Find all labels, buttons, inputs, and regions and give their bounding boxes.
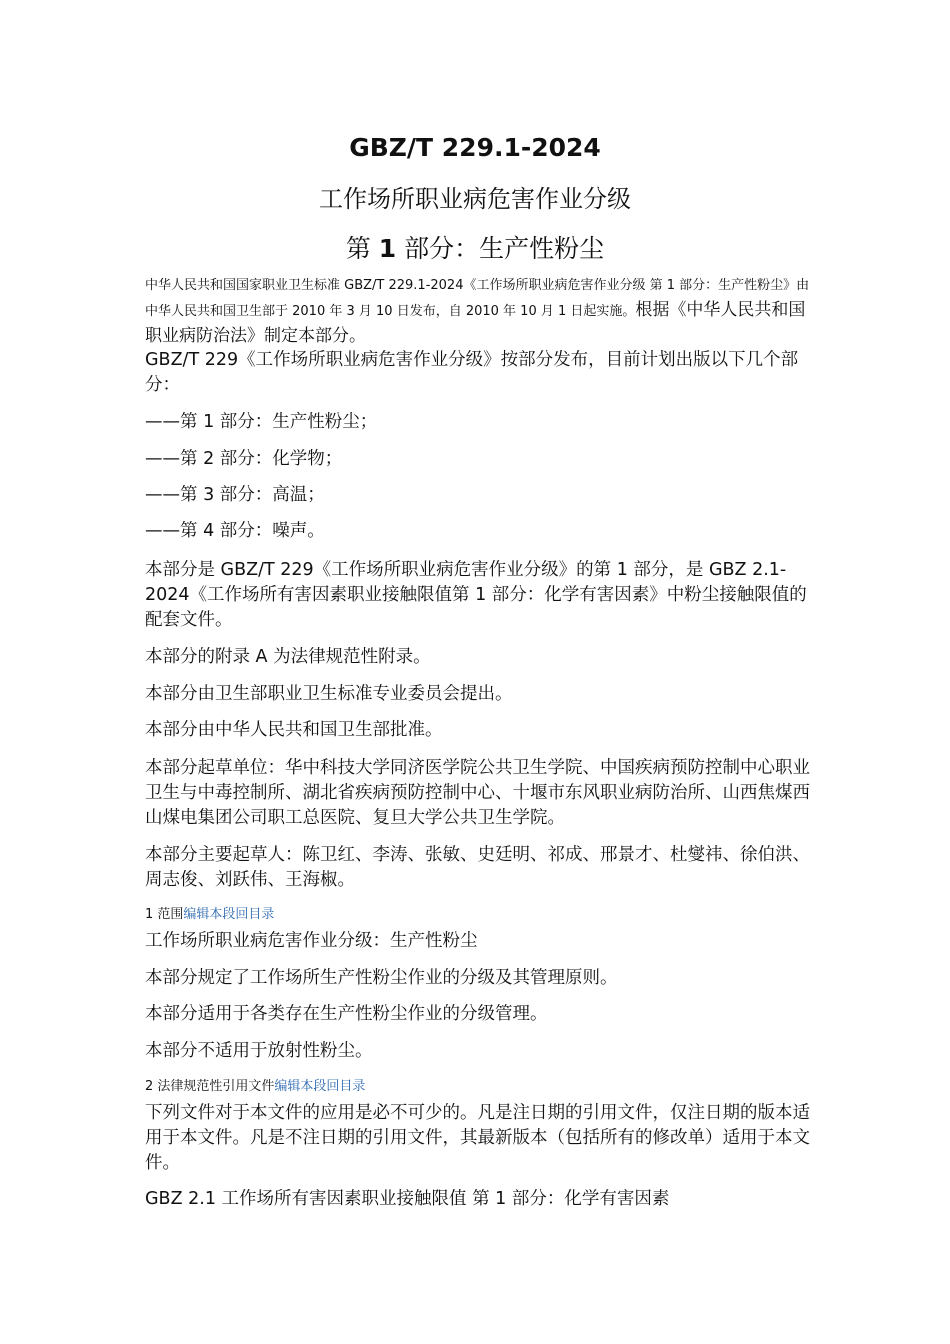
list-item: ——第 4 部分：噪声。 bbox=[145, 521, 325, 541]
section-2-paragraph: 下列文件对于本文件的应用是必不可少的。凡是注日期的引用文件，仅注日期的版本适用于本文件。凡是不注日期的引用文件，其最新版本（包括所有的修改单）适用于本文件。 bbox=[145, 1103, 810, 1173]
section-1-edit-link[interactable]: 编辑本段回目录 bbox=[183, 907, 275, 922]
section-1-title: 1 范围 bbox=[145, 907, 184, 922]
parts-intro: GBZ/T 229《工作场所职业病危害作业分级》按部分发布，目前计划出版以下几个部分： bbox=[145, 350, 799, 395]
paragraph-proposer: 本部分由卫生部职业卫生标准专业委员会提出。 bbox=[145, 684, 513, 704]
section-2-heading bbox=[145, 1077, 810, 1097]
list-item: ——第 3 部分：高温； bbox=[145, 485, 325, 505]
section-1-paragraph: 本部分适用于各类存在生产性粉尘作业的分级管理。 bbox=[145, 1004, 548, 1024]
section-1-paragraph: 工作场所职业病危害作业分级：生产性粉尘 bbox=[145, 931, 478, 951]
intro-paragraph bbox=[145, 273, 810, 350]
section-1-paragraph: 本部分不适用于放射性粉尘。 bbox=[145, 1041, 373, 1061]
section-2-edit-link[interactable]: 编辑本段回目录 bbox=[274, 1079, 366, 1094]
paragraph-drafters: 本部分主要起草人：陈卫红、李涛、张敏、史廷明、祁成、邢景才、杜燮祎、徐伯洪、周志俊、刘跃伟、王海椒。 bbox=[145, 845, 810, 890]
list-item: ——第 1 部分：生产性粉尘； bbox=[145, 412, 378, 432]
intro-small-text: 中华人民共和国国家职业卫生标准 GBZ/T 229.1-2024《工作场所职业病危害作业分级 第 1 部分：生产性粉尘》由中华人民共和国卫生部于 2010 年 3 月 10 日发布，自 2010 年 10 月 1 日起实施。 bbox=[145, 278, 810, 319]
paragraph-drafting-units: 本部分起草单位：华中科技大学同济医学院公共卫生学院、中国疾病预防控制中心职业卫生与中毒控制所、湖北省疾病预防控制中心、十堰市东风职业病防治所、山西焦煤西山煤电集团公司职工总医院、复旦大学公共卫生学院。 bbox=[145, 758, 810, 828]
part-title: 第 1 部分：生产性粉尘 bbox=[345, 234, 605, 263]
list-item: ——第 2 部分：化学物； bbox=[145, 449, 343, 469]
section-2-title: 2 法律规范性引用文件 bbox=[145, 1079, 275, 1094]
paragraph-scope-relation: 本部分是 GBZ/T 229《工作场所职业病危害作业分级》的第 1 部分，是 GBZ 2.1-2024《工作场所有害因素职业接触限值第 1 部分：化学有害因素》中粉尘接触限值的配套文件。 bbox=[145, 560, 807, 630]
standard-title: 工作场所职业病危害作业分级 bbox=[319, 185, 631, 213]
paragraph-appendix: 本部分的附录 A 为法律规范性附录。 bbox=[145, 647, 431, 667]
intro-big-text: 根据《中华人民共和国职业病防治法》制定本部分。 bbox=[145, 300, 806, 346]
paragraph-approver: 本部分由中华人民共和国卫生部批准。 bbox=[145, 720, 443, 740]
section-2-reference: GBZ 2.1 工作场所有害因素职业接触限值 第 1 部分：化学有害因素 bbox=[145, 1189, 670, 1209]
section-1-paragraph: 本部分规定了工作场所生产性粉尘作业的分级及其管理原则。 bbox=[145, 968, 618, 988]
section-1-heading bbox=[145, 905, 810, 925]
standard-code: GBZ/T 229.1-2024 bbox=[349, 133, 601, 162]
